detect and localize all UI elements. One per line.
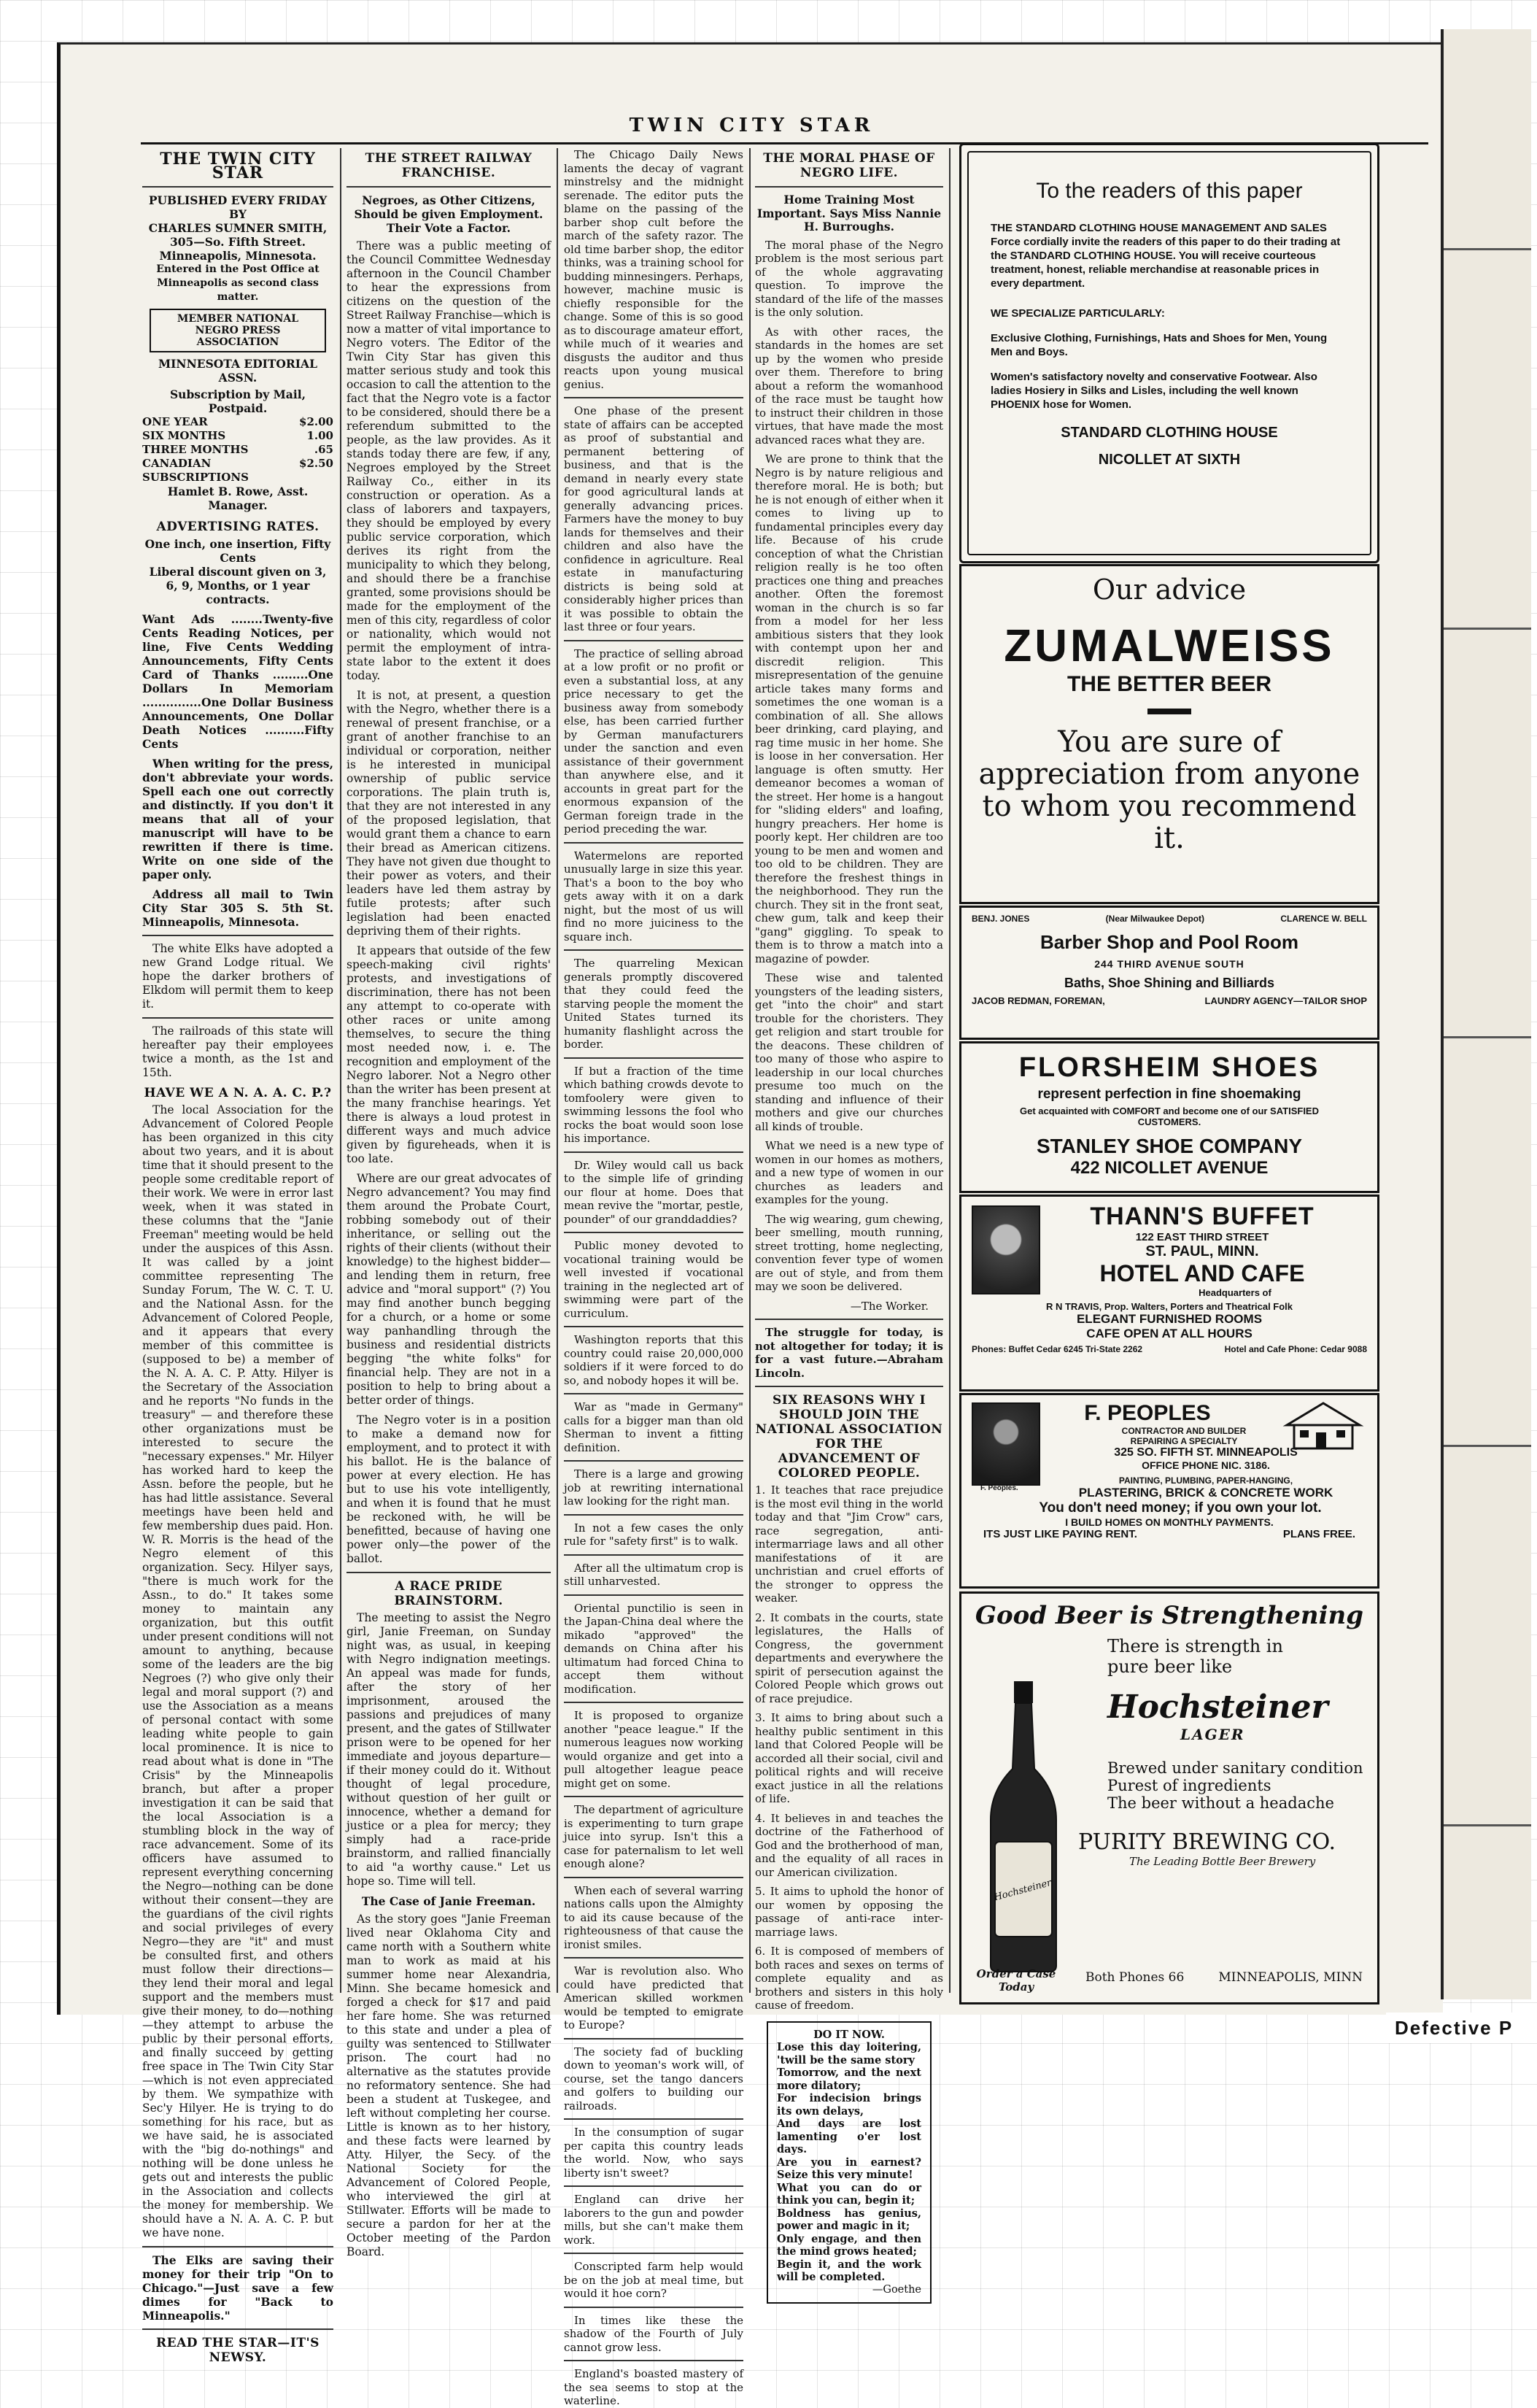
edge-mark xyxy=(1444,1445,1531,1447)
reason-item: 1. It teaches that race prejudice is the most evil thing in the world today and that "Jim Crow" cars, race segregation, anti-intermarriage laws and all other manifestations of it are unchristian and cruel efforts of the stronger to oppress the weaker. xyxy=(755,1483,943,1605)
beer-bottle-icon xyxy=(983,1681,1064,1973)
poem-line: Tomorrow, and the next more dilatory; xyxy=(777,2067,921,2092)
divider xyxy=(142,1017,333,1019)
reason-item: 4. It believes in and teaches the doctrine of the Fatherhood of God and the brotherhood of man, and the equality of all races in our American civilization. xyxy=(755,1811,943,1879)
divider xyxy=(564,1232,743,1233)
ad-barber-agency: LAUNDRY AGENCY—TAILOR SHOP xyxy=(1204,995,1367,1006)
ad-thann-address: 122 EAST THIRD STREET xyxy=(1135,1231,1269,1243)
edge-mark xyxy=(1444,248,1531,250)
ad-sch-specialize: WE SPECIALIZE PARTICULARLY: xyxy=(991,307,1165,320)
ad-barber-footer xyxy=(961,991,1377,1006)
adv-rate-inch: One inch, one insertion, Fifty Cents xyxy=(144,537,331,565)
short-item: After all the ultimatum crop is still unharvested. xyxy=(564,1561,743,1588)
short-item: England's boasted mastery of the sea seems to stop at the waterline. xyxy=(564,2367,743,2407)
member-badge: MEMBER NATIONAL NEGRO PRESS ASSOCIATION xyxy=(150,309,326,352)
reason-item: 3. It aims to bring about such a healthy public sentiment in this land that Colored People will be accorded all their social, civil and political rights and will receive exact justice in all the relations of life. xyxy=(755,1711,943,1805)
short-item: Washington reports that this country could raise 20,000,000 soldiers if it were forced to do so, and nobody hopes it will be. xyxy=(564,1333,743,1387)
column-short-items xyxy=(564,148,743,2407)
moral-paragraph: The moral phase of the Negro problem is the most serious part of the whole aggravating question. To improve the standard of the life of the masses is the only solution. xyxy=(755,238,943,319)
do-it-now-poem xyxy=(767,2021,932,2304)
ad-peoples-plastering: PLASTERING, BRICK & CONCRETE WORK xyxy=(1078,1486,1333,1500)
ad-sch-women: Women's satisfactory novelty and conservative Footwear. Also ladies Hosiery in Silks and Lisles, including the well known PHOENIX hose for Women. xyxy=(991,371,1317,411)
short-item: War is revolution also. Who could have predicted that American skilled workmen would be tempted to emigrate to Europe? xyxy=(564,1964,743,2031)
moral-paragraph: As with other races, the standards in the homes are set up by the women who preside over them. Therefore to bring about a reform the womanhood of the race must be taught how to instruct their children in those virtues, that have made the most advanced races what they are. xyxy=(755,325,943,447)
franchise-headline: THE STREET RAILWAY FRANCHISE. xyxy=(365,151,533,180)
rate-value: 1.00 xyxy=(306,429,333,442)
defective-page-label: Defective P xyxy=(1386,2013,1537,2043)
rate-row xyxy=(142,429,333,443)
column-masthead-editorial xyxy=(142,148,333,2365)
short-item: Watermelons are reported unusually large in size this year. That's a boon to the boy who gets away with it on a dark night, but the most of us will find no more juiciness to the square inch. xyxy=(564,849,743,943)
poem-line: For indecision brings its own delays, xyxy=(777,2092,921,2118)
ad-barber-owner-left: BENJ. JONES xyxy=(972,914,1030,924)
short-item: Dr. Wiley would call us back to the simple life of grinding our flour at home. Does that mean revive the "mortar, pestle, pounder" of our granddaddies? xyxy=(564,1158,743,1226)
reason-item: 5. It aims to uphold the honor of our women by opposing the passage of anti-race inter-marriage laws. xyxy=(755,1885,943,1939)
short-item: The quarreling Mexican generals promptly discovered that they could feed the starving people the moment the United States turned its humanity flashlight across the border. xyxy=(564,957,743,1051)
ad-sch-address: NICOLLET AT SIXTH xyxy=(1098,452,1241,468)
ad-peoples-plans: PLANS FREE. xyxy=(1282,1528,1355,1540)
ad-good-line1: Brewed under sanitary condition xyxy=(1107,1759,1363,1777)
janie-freeman-subhead: The Case of Janie Freeman. xyxy=(361,1894,536,1908)
ad-florsheim-title: FLORSHEIM SHOES xyxy=(1018,1052,1320,1083)
divider xyxy=(564,1460,743,1462)
moral-paragraph: What we need is a new type of women in our homes as mothers, and a new type of women in our churches as leaders and examples for the young. xyxy=(755,1139,943,1206)
short-item: The Chicago Daily News laments the decay of vagrant minstrelsy and the midnight serenade. The editor puts the blame on the passing of the barber shop cult before the march of the safety razor. The old time barber shop, the editor thinks, was a training school for budding minnesingers. Perhaps, however, machine music is chiefly responsible for the change. Some of this is so good as to discourage amateur effort, while much of it wearies and disgusts the auditor and thus reacts upon young musical genius. xyxy=(564,148,743,391)
ad-good-sub1: There is strength in xyxy=(1107,1636,1283,1656)
ad-peoples-painting: PAINTING, PLUMBING, PAPER-HANGING, xyxy=(1118,1475,1293,1486)
short-item: War as "made in Germany" calls for a bigger man than old Sherman to invent a fitting definition. xyxy=(564,1400,743,1454)
poem-line: Begin it, and the work will be completed. xyxy=(777,2258,921,2283)
rate-label: THREE MONTHS xyxy=(142,443,249,456)
ad-good-leading: The Leading Bottle Beer Brewery xyxy=(1129,1855,1316,1868)
poem-line: Lose this day loitering, 'twill be the same story xyxy=(777,2041,921,2067)
elks-trip-item: The Elks are saving their money for their trip "On to Chicago."—Just save a few dimes for "Back to Minneapolis." xyxy=(142,2253,333,2323)
moral-paragraph: These wise and talented youngsters of the leading sisters, get "into the choir" and start trouble for the choristers. They get religion and start trouble for the deacons. These children of too many of those who aspire to leadership in our local churches presume too much on the standing and influence of their mothers and give our churches all kinds of trouble. xyxy=(755,971,943,1133)
column-rule xyxy=(340,148,341,1993)
ad-sch-intro: THE STANDARD CLOTHING HOUSE MANAGEMENT AND SALES Force cordially invite the readers of this paper to do their trading at the STANDARD CLOTHING HOUSE. You will receive courteous treatment, honest, reliable merchandise at reasonable prices in every department. xyxy=(991,222,1341,290)
ad-good-city: MINNEAPOLIS, MINN xyxy=(1218,1970,1363,1985)
reason-item: 6. It is composed of members of both races and sexes on terms of complete equality and as brothers and sisters in this holy cause of freedom. xyxy=(755,1945,943,2012)
divider xyxy=(564,640,743,641)
naacp-headline: HAVE WE A N. A. A. C. P.? xyxy=(144,1086,332,1100)
short-item: It is proposed to organize another "peace league." If the numerous leagues now working would organize and get into a pull altogether league peace might get on some. xyxy=(564,1709,743,1790)
divider xyxy=(564,2307,743,2308)
short-item: Conscripted farm help would be on the job at meal time, but would it hoe corn? xyxy=(564,2260,743,2300)
franchise-paragraph: The Negro voter is in a position to make a demand now for employment, and to protect it with his ballot. He is the balance of power at every election. He has but to use his vote intelligently, and when it is found that he must be reckoned with, he will be benefitted, because of having one power only—the power of the ballot. xyxy=(346,1413,551,1565)
divider xyxy=(564,2185,743,2187)
ad-peoples-title: F. PEOPLES xyxy=(1084,1401,1211,1425)
divider xyxy=(564,1057,743,1059)
ad-thann-phones-row xyxy=(961,1341,1377,1354)
paper-title: THE TWIN CITY STAR xyxy=(160,150,316,182)
ad-thann-cafe-hours: CAFE OPEN AT ALL HOURS xyxy=(1086,1327,1253,1340)
ad-beer-bar xyxy=(1147,709,1191,714)
advertising-heading: ADVERTISING RATES. xyxy=(156,520,320,534)
poem-line: And days are lost lamenting o'er lost days. xyxy=(777,2118,921,2156)
moral-credit: —The Worker. xyxy=(850,1299,929,1313)
ad-sch-men: Exclusive Clothing, Furnishings, Hats and Shoes for Men, Young Men and Boys. xyxy=(991,332,1328,358)
divider xyxy=(142,2246,333,2247)
asst-manager: Hamlet B. Rowe, Asst. Manager. xyxy=(167,485,309,512)
poem-line: Boldness has genius, power and magic in it; xyxy=(777,2207,921,2232)
adjacent-page-edge xyxy=(1441,29,1531,1999)
ad-inner-border xyxy=(967,151,1371,555)
ad-sch-title: To the readers of this paper xyxy=(1036,179,1303,203)
ad-peoples-footer xyxy=(961,1528,1377,1540)
ad-peoples-money: You don't need money; if you own your lot. xyxy=(1039,1500,1322,1516)
divider xyxy=(564,2118,743,2120)
short-item: Public money devoted to vocational training would be well invested if vocational training in the neglected art of swimming were part of the curriculum. xyxy=(564,1239,743,1320)
edge-mark xyxy=(1444,628,1531,630)
ad-barber-shop xyxy=(959,906,1379,1040)
house-icon xyxy=(1279,1400,1367,1451)
adv-discount: Liberal discount given on 3, 6, 9, Months, or 1 year contracts. xyxy=(149,565,327,606)
edge-mark xyxy=(1444,1824,1531,1826)
publisher-name: CHARLES SUMNER SMITH, xyxy=(148,221,328,235)
ad-thann-city: ST. PAUL, MINN. xyxy=(1145,1243,1259,1259)
ad-barber-services: Baths, Shoe Shining and Billiards xyxy=(1064,976,1275,990)
short-item: The society fad of buckling down to yeoman's work will, of course, set the tango dancers and golfers to building our railroads. xyxy=(564,2045,743,2112)
divider xyxy=(564,1702,743,1703)
ad-peoples-homes: I BUILD HOMES ON MONTHLY PAYMENTS. xyxy=(1065,1516,1274,1528)
brainstorm-headline: A RACE PRIDE BRAINSTORM. xyxy=(394,1579,503,1608)
ad-sch-name: STANDARD CLOTHING HOUSE xyxy=(1061,425,1278,441)
ad-good-line3: The beer without a headache xyxy=(1107,1794,1334,1812)
poem-title: DO IT NOW. xyxy=(813,2028,885,2041)
poem-line: Only engage, and then the mind grows heated; xyxy=(777,2232,921,2258)
ad-standard-clothing xyxy=(959,143,1379,563)
newspaper-page xyxy=(57,42,1443,2407)
ad-florsheim-company: STANLEY SHOE COMPANY xyxy=(1036,1135,1303,1157)
ad-barber-title: Barber Shop and Pool Room xyxy=(1040,931,1298,953)
divider xyxy=(564,1877,743,1878)
franchise-subhead: Negroes, as Other Citizens, Should be given Employment. Their Vote a Factor. xyxy=(354,193,543,235)
short-item: One phase of the present state of affairs can be accepted as proof of substantial and permanent bettering of business, and that is the demand in nearly every state for good agricultural lands at generally advancing prices. Farmers have the money to buy lands for themselves and their children and also have the confidence in agriculture. Real estate in manufacturing districts is being sold at considerably higher prices than it was possible to obtain the last three or four years. xyxy=(564,404,743,633)
ad-peoples-phone: OFFICE PHONE NIC. 3186. xyxy=(1142,1459,1270,1471)
ad-beer-brand: ZUMALWEISS xyxy=(1004,621,1335,671)
short-item: There is a large and growing job at rewriting international law looking for the right man. xyxy=(564,1467,743,1508)
franchise-paragraph: There was a public meeting of the Council Committee Wednesday afternoon in the Council Chamber to hear the expressions from citizens on the question of the Street Railway Franchise—which is now a matter of vital importance to Negro voters. The Editor of the Twin City Star has given this matter serious study and took this occasion to call the attention to the fact that the Negro vote is a factor to be considered, should there be a referendum submitted to the people, as the law provides. As it stands today there are few, if any, Negroes employed by the Street Railway Co., either in its construction or operation. As a class of laborers and taxpayers, they should be employed by every public service corporation, which derives its right from the municipality to which they belong, and should there be a franchise granted, some provisions should be made for the employment of the men of this city, regardless of color or nationality, which would not permit the employment of intra-state labor to the extent it does today. xyxy=(346,239,551,682)
divider xyxy=(346,1572,551,1573)
divider xyxy=(346,186,551,188)
ad-florsheim xyxy=(959,1041,1379,1193)
publisher-city: Minneapolis, Minnesota. xyxy=(159,249,317,263)
column-rule xyxy=(949,148,951,1993)
poem-line: What you can do or think you can, begin it; xyxy=(777,2181,921,2207)
divider xyxy=(142,935,333,936)
ad-barber-owner-right: CLARENCE W. BELL xyxy=(1280,914,1367,924)
ad-florsheim-comfort: Get acquainted with COMFORT and become one of our SATISFIED CUSTOMERS. xyxy=(1019,1105,1319,1127)
ad-peoples-subtitle: CONTRACTOR AND BUILDER xyxy=(1121,1426,1247,1436)
divider xyxy=(564,1957,743,1959)
short-item: In the consumption of sugar per capita this country leads the world. Now, who says liberty isn't sweet? xyxy=(564,2126,743,2180)
divider xyxy=(564,2253,743,2254)
franchise-paragraph: It is not, at present, a question with the Negro, whether there is a renewal of present franchise, or a grant of another franchise to an individual or corporation, neither is he interested in municipal ownership of public service corporations. The plain truth is, that they are not interested in any of the proposed legislation, that would grant them a chance to earn their bread as American citizens. They have not given due thought to their power as voters, and their leaders have led them astray by futile protests; after such legislation had been enacted depriving them of their rights. xyxy=(346,689,551,938)
six-reasons-headline: SIX REASONS WHY I SHOULD JOIN THE NATIONAL ASSOCIATION FOR THE ADVANCEMENT OF COLORED PEOPLE. xyxy=(755,1393,943,1481)
masthead: TWIN CITY STAR xyxy=(629,115,875,136)
poem-line: Are you in earnest? Seize this very minute! xyxy=(777,2156,921,2181)
short-item: In times like these the shadow of the Fourth of July cannot grow less. xyxy=(564,2313,743,2354)
ad-beer-tagline: THE BETTER BEER xyxy=(1066,672,1272,696)
ad-barber-foreman: JACOB REDMAN, FOREMAN, xyxy=(972,995,1105,1006)
poem-credit: —Goethe xyxy=(872,2283,921,2296)
short-item: The practice of selling abroad at a low profit or no profit or even a substantial loss, at any price necessary to get the business away from somebody else, has been carried further by German manufacturers under the sanction and even assistance of their government than anywhere else, and it accounts in great part for the enormous expansion of the German foreign trade in the period preceding the war. xyxy=(564,647,743,836)
ad-good-brand: Hochsteiner xyxy=(1107,1689,1328,1726)
ad-good-order: Order a Case Today xyxy=(976,1967,1056,1994)
ad-florsheim-address: 422 NICOLLET AVENUE xyxy=(1070,1158,1269,1178)
divider xyxy=(564,2360,743,2361)
adv-rate-list: Want Ads ........Twenty-five Cents Reading Notices, per line, Five Cents Wedding Announcements, Fifty Cents Card of Thanks .........One Dollars In Memoriam ...............One Dollar Business Announcements, One Dollar Death Notices ..........Fifty Cents xyxy=(142,612,333,751)
ad-barber-location: (Near Milwaukee Depot) xyxy=(1105,914,1205,924)
edge-mark xyxy=(1444,1036,1531,1038)
divider xyxy=(564,397,743,398)
publication-line: PUBLISHED EVERY FRIDAY BY xyxy=(148,193,328,221)
ad-peoples-caption: F. Peoples. xyxy=(980,1484,1018,1492)
bottle-label-text: Hochsteiner xyxy=(993,1877,1053,1904)
ad-peoples-rent: ITS JUST LIKE PAYING RENT. xyxy=(983,1528,1137,1540)
franchise-paragraph: Where are our great advocates of Negro advancement? You may find them around the Probate Court, robbing somebody out of their inheritance, or selling out the rights of their clients (without their knowledge) to the highest bidder—and lending them in return, free advice and "moral support" (?) You may find another bunch begging for a church, or a home or some way panhandling through the business and residential districts begging "the white folks" for financial help. They are not in a position to help to bring about a better order of things. xyxy=(346,1172,551,1407)
divider xyxy=(564,1514,743,1516)
ad-barber-owners xyxy=(961,908,1377,924)
moral-paragraph: We are prone to think that the Negro is by nature religious and therefore moral. He is both; but he is not enough of either when it comes to living up to fundamental principles every day life. Because of his crude conception of what the Christian religion really is he too often practices one thing and preaches another. Often the foremost woman in the church is so far from a model for her less ambitious sisters that they look with contempt upon her and discredit religion. This misrepresentation of the genuine article takes many forms and sometimes the one woman is a combination of all. She allows beer drinking, card playing, and rag time music in her home. She is loose in her conversation. Her language is often smutty. Her demeanor becomes a woman of the street. Her home is a hangout for "sliding elders" and loafing, hungry preachers. Her home is poorly kept. Her children are too young to be men and women and too old to be children. They are therefore the freshest things in the neighborhood. They run the church. They sit in the front seat, chew gum, talk and keep their "gang" giggling. To speak to them is to throw a match into a magazine of powder. xyxy=(755,452,943,965)
divider xyxy=(564,1151,743,1153)
ad-thann-proprietor: R N TRAVIS, Prop. Walters, Porters and Theatrical Folk xyxy=(1045,1301,1293,1312)
divider xyxy=(564,1393,743,1394)
rate-value: .65 xyxy=(314,443,333,456)
column-rule xyxy=(749,148,751,1993)
naacp-article: The local Association for the Advancement of Colored People has been organized in this city about two years, and it is about time that it should present to the people some creditable report of their work. We were in error last week, when it was stated in these columns that the "Janie Freeman" meeting would be held under the auspices of this Assn. It was called by a joint committee representing The Sunday Forum, The W. C. T. U. and the National Assn. for the Advancement of Colored People, and it appears that every member of this committee is (supposed to be) a member of the N. A. A. C. P. Atty. Hilyer is the Secretary of the Association and he reports "No funds in the treasury" — and therefore these other organizations must be interested to secure the "necessary expenses." Mr. Hilyer has worked hard to keep the Assn. before the people, but he has had little assistance. Several meetings have been held and few membership dues paid. Hon. W. R. Morris is the head of the Negro element of this organization. Secy. Hilyer says, "there is much work for the Assn., to do." It takes some money to maintain any organization, but this outfit under present conditions will not amount to anything, because some of the leaders are the big Negroes (?) who give only their legal and moral support (?) and use the Association as a means of personal contact with some leading white people to gain local prominence. It is nice to read about what is done in "The Crisis" by the Minneapolis branch, but after a proper investigation it can be said that the local Association is a stumbling block in the way of race advancement. Some of its officers have assumed to represent everything concerning the Negro—nothing can be done without their consent—they are the guardians of the civil rights and social privileges of every Negro—they are "it" and must be consulted first, and others must follow their directions—they lend their moral and legal support and the members must give their money, to do—nothing—they attempt to arbuse the public by their personal efforts, and finally succeed by getting free space in The Twin City Star—which is not even appreciated by them. We sympathize with Sec'y Hilyer. He is trying to do something for his race, but as we have said, he is associated with the "big do-nothings" and nothing will be done unless he gets out and interests the public in the Association and collects the money for membership. We should have a N. A. A. C. P. but we have none. xyxy=(142,1103,333,2239)
short-item: When each of several warring nations calls upon the Almighty to aid its cause because of the righteousness of that cause the ironist smiles. xyxy=(564,1883,743,1951)
ad-thann-cafe-phone: Hotel and Cafe Phone: Cedar 9088 xyxy=(1224,1344,1367,1354)
ad-beer-advice: Our advice xyxy=(1092,574,1247,606)
divider xyxy=(564,1326,743,1327)
moral-paragraph: The wig wearing, gum chewing, beer smelling, mouth running, street trotting, home neglecting, convention fever type of women are out of style, and from them may we soon be delivered. xyxy=(755,1212,943,1293)
moral-headline: THE MORAL PHASE OF NEGRO LIFE. xyxy=(763,151,935,180)
brainstorm-article: The meeting to assist the Negro girl, Janie Freeman, on Sunday night was, as usual, in keeping with Negro indignation meetings. An appeal was made for funds, after the story of her imprisonment, aroused the passions and prejudices of many present, and the gates of Stillwater prison were to be opened for her immediate and joyous departure—if their money could do it. Without thought of legal procedure, without question of her guilt or innocence, whether a demand for justice or a plea for mercy; they simply had a race-pride brainstorm, and rallied financially to aid "a worthy cause." Let us hope so. Time will tell. xyxy=(346,1611,551,1888)
ad-good-line2: Purest of ingredients xyxy=(1107,1777,1271,1794)
divider xyxy=(564,1554,743,1556)
editorial-association: MINNESOTA EDITORIAL ASSN. xyxy=(158,357,317,385)
column-rule xyxy=(557,148,558,1993)
rate-value: $2.50 xyxy=(299,457,333,470)
short-item: If but a fraction of the time which bathing crowds devote to tomfoolery were given to swimming lessons the fool who rocks the boat would soon lose his importance. xyxy=(564,1064,743,1145)
contractor-photo xyxy=(972,1402,1040,1486)
ad-thann-hotel: HOTEL AND CAFE xyxy=(1099,1260,1305,1286)
ad-thann-rooms: ELEGANT FURNISHED ROOMS xyxy=(1076,1312,1263,1326)
rate-value: $2.00 xyxy=(299,415,333,428)
ad-good-sub2: pure beer like xyxy=(1107,1656,1233,1677)
janie-freeman-article: As the story goes "Janie Freeman lived near Oklahoma City and came north with a Southern white man to work as maid at his summer home near Alexandria, Minn. She became homesick and forged a check for $17 and paid her fare home. She was returned to this state and under a plea of guilty was sentenced to Stillwater prison. The court had no alternative as the statutes provide no reformatory sentence. She had been a student at Tuskegee, and left without completing her course. Little is known as to her history, and these facts were learned by Atty. Hilyer, the Secy. of the National Society for the Advancement of Colored People, who interviewed the girl at Stillwater. Efforts will be made to secure a pardon for her at the October meeting of the Pardon Board. xyxy=(346,1913,551,2258)
entry-notice: Entered in the Post Office at Minneapolis as second class matter. xyxy=(156,263,320,303)
railroads-item: The railroads of this state will hereafter pay their employees twice a month, as the 1st and 15th. xyxy=(142,1024,333,1079)
divider xyxy=(564,842,743,844)
divider xyxy=(755,186,943,188)
mail-address: Address all mail to Twin City Star 305 S. 5th St. Minneapolis, Minnesota. xyxy=(142,887,333,929)
ad-beer-recommend: You are sure of appreciation from anyone to whom you recommend it. xyxy=(978,725,1360,855)
ad-good-title: Good Beer is Strengthening xyxy=(975,1601,1364,1630)
divider xyxy=(564,949,743,951)
ad-purity-brewing xyxy=(959,1591,1379,2004)
rate-row xyxy=(142,457,333,485)
rate-row xyxy=(142,415,333,429)
divider xyxy=(142,186,333,188)
rate-label: ONE YEAR xyxy=(142,415,208,428)
ad-zumalweiss xyxy=(959,564,1379,904)
column-street-railway xyxy=(346,148,551,2258)
ad-thann-phones: Phones: Buffet Cedar 6245 Tri-State 2262 xyxy=(972,1344,1143,1354)
rate-label: SIX MONTHS xyxy=(142,429,226,442)
ad-f-peoples xyxy=(959,1393,1379,1589)
writing-notice: When writing for the press, don't abbreviate your words. Spell each one out correctly and distinctly. If you don't it means that all of your manuscript will have to be rewritten if there is time. Write on one side of the paper only. xyxy=(142,757,333,881)
divider xyxy=(564,1796,743,1797)
read-the-star: READ THE STAR—IT'S NEWSY. xyxy=(156,2336,320,2365)
divider xyxy=(564,1594,743,1596)
short-item: In not a few cases the only rule for "safety first" is to walk. xyxy=(564,1521,743,1548)
franchise-paragraph: It appears that outside of the few speech-making civil rights' protests, and investigations of discrimination, there has not been any attempt to co-operate with other races or unite among themselves, to secure the thing most needed now, i. e. The recognition and employment of the Negro laborer. Not a Negro other than the writer has been present at the many franchise hearings. Yet there is always a loud protest in different ways and much advice given by figureheads, when it is too late. xyxy=(346,944,551,1165)
short-item: England can drive her laborers to the gun and powder mills, but she can't make them work. xyxy=(564,2193,743,2247)
ad-peoples-repair: REPAIRING A SPECIALTY xyxy=(1130,1436,1238,1446)
subscription-heading: Subscription by Mail, Postpaid. xyxy=(169,387,306,415)
divider xyxy=(564,2038,743,2040)
short-item: Oriental punctilio is seen in the Japan-China deal where the mikado "approved" the demands on China after his ultimatum had forced China to accept them without modification. xyxy=(564,1601,743,1696)
divider xyxy=(755,1319,943,1320)
short-item: The department of agriculture is experimenting to turn grape juice into syrup. Isn't this a case for paternalism to let well enough alone? xyxy=(564,1803,743,1870)
column-moral-phase xyxy=(755,148,943,2296)
ad-thann-headquarters: Headquarters of xyxy=(1199,1287,1271,1298)
ad-peoples-address: 325 SO. FIFTH ST. MINNEAPOLIS xyxy=(1114,1446,1298,1459)
ad-thann-title: THANN'S BUFFET xyxy=(1090,1203,1315,1230)
divider xyxy=(755,1386,943,1387)
rate-label: CANADIAN SUBSCRIPTIONS xyxy=(142,457,249,484)
reason-item: 2. It combats in the courts, state legislatures, the Halls of Congress, the government departments and everywhere the spirit of persecution against the Colored People which grows out of race prejudice. xyxy=(755,1610,943,1705)
rate-row xyxy=(142,443,333,457)
proprietor-photo xyxy=(972,1205,1040,1294)
ad-good-company: PURITY BREWING CO. xyxy=(1078,1829,1336,1855)
moral-subhead: Home Training Most Important. Says Miss Nannie H. Burroughs. xyxy=(756,193,942,234)
ad-good-phones: Both Phones 66 xyxy=(1085,1970,1185,1985)
elks-item: The white Elks have adopted a new Grand Lodge ritual. We hope the darker brothers of Elkdom will permit them to keep it. xyxy=(142,942,333,1011)
publisher-address: 305—So. Fifth Street. xyxy=(169,235,306,249)
ad-good-lager: LAGER xyxy=(1180,1726,1245,1743)
ad-thanns-buffet xyxy=(959,1195,1379,1392)
ad-florsheim-tagline: represent perfection in fine shoemaking xyxy=(1037,1087,1301,1102)
lincoln-quote: The struggle for today, is not altogether for today; it is for a vast future.—Abraham Lincoln. xyxy=(755,1326,943,1380)
ad-barber-address: 244 THIRD AVENUE SOUTH xyxy=(1094,958,1244,970)
divider xyxy=(142,2328,333,2330)
